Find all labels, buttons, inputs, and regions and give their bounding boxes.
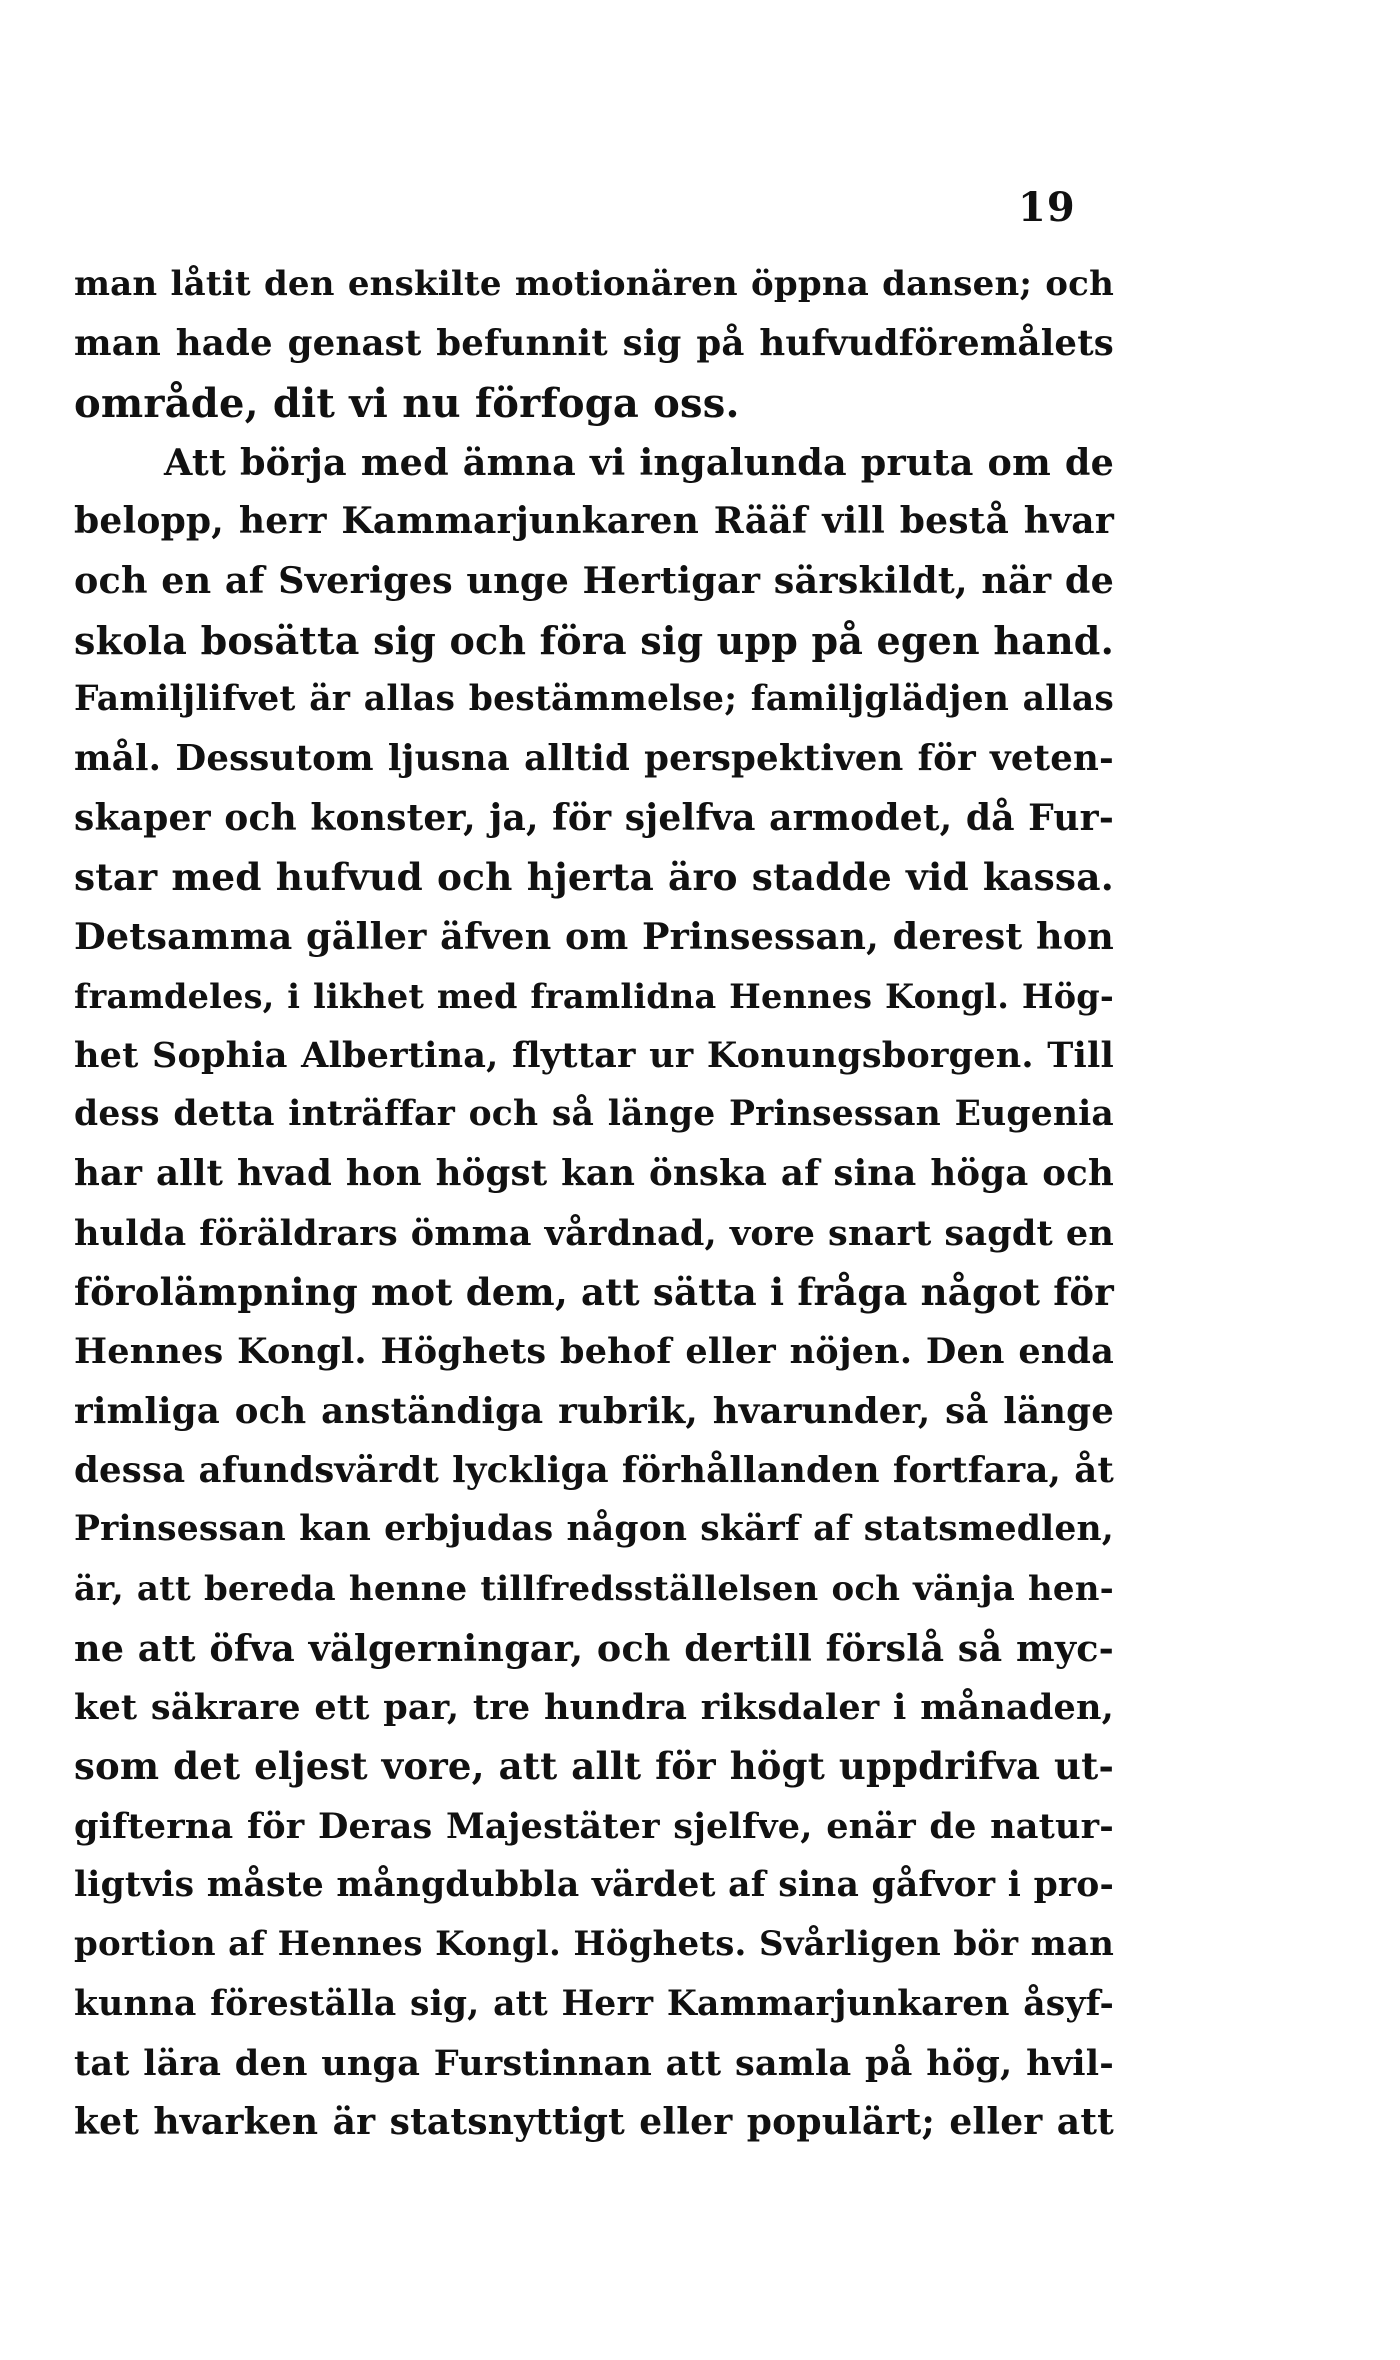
text-line: som det eljest vore, att allt för högt uppdrifva ut-	[74, 1744, 1114, 1789]
text-line: Hennes Kongl. Höghets behof eller nöjen. Den enda	[74, 1331, 1114, 1373]
text-line: Att börja med ämna vi ingalunda pruta om de	[164, 440, 1114, 484]
text-line: portion af Hennes Kongl. Höghets. Svårligen bör man	[74, 1924, 1114, 1965]
text-line: dessa afundsvärdt lyckliga förhållanden fortfara, åt	[74, 1449, 1114, 1491]
text-line: man låtit den enskilte motionären öppna dansen; och	[74, 264, 1114, 304]
text-line: gifterna för Deras Majestäter sjelfve, enär de natur-	[74, 1805, 1114, 1847]
text-line: ligtvis måste mångdubbla värdet af sina gåfvor i pro-	[74, 1865, 1114, 1906]
text-line: rimliga och anständiga rubrik, hvarunder, så länge	[74, 1390, 1114, 1432]
text-line: framdeles, i likhet med framlidna Hennes Kongl. Hög-	[74, 976, 1114, 1016]
text-line: förolämpning mot dem, att sätta i fråga något för	[74, 1270, 1114, 1315]
text-line: man hade genast befunnit sig på hufvudföremålets	[74, 323, 1114, 365]
text-line: mål. Dessutom ljusna alltid perspektiven för veten-	[74, 738, 1114, 780]
text-line: är, att bereda henne tillfredsställelsen och vänja hen-	[74, 1568, 1114, 1609]
text-line: Detsamma gäller äfven om Prinsessan, derest hon	[74, 915, 1114, 959]
text-line: och en af Sveriges unge Hertigar särskildt, när de	[74, 559, 1114, 603]
text-line: Prinsessan kan erbjudas någon skärf af statsmedlen,	[74, 1509, 1114, 1550]
body-text	[74, 255, 1114, 2153]
text-line: skola bosätta sig och föra sig upp på egen hand.	[74, 617, 1114, 663]
text-line: Familjlifvet är allas bestämmelse; familjglädjen allas	[74, 679, 1114, 720]
text-line: star med hufvud och hjerta äro stadde vid kassa.	[74, 854, 1114, 899]
text-line: dess detta inträffar och så länge Prinsessan Eugenia	[74, 1094, 1114, 1135]
text-line: ket hvarken är statsnyttigt eller populärt; eller att	[74, 2101, 1114, 2144]
text-line: kunna föreställa sig, att Herr Kammarjunkaren åsyf-	[74, 1983, 1114, 2024]
text-line: het Sophia Albertina, flyttar ur Konungsborgen. Till	[74, 1034, 1114, 1076]
text-line: skaper och konster, ja, för sjelfva armodet, då Fur-	[74, 796, 1114, 839]
page-number: 19	[1018, 184, 1076, 231]
text-line: tat lära den unga Furstinnan att samla på hög, hvil-	[74, 2042, 1114, 2084]
text-line: område, dit vi nu förfoga oss.	[74, 379, 740, 427]
text-line: har allt hvad hon högst kan önska af sina höga och	[74, 1153, 1114, 1195]
text-line: hulda föräldrars ömma vårdnad, vore snart sagdt en	[74, 1212, 1114, 1254]
text-line: ne att öfva välgerningar, och dertill förslå så myc-	[74, 1626, 1114, 1670]
text-line: belopp, herr Kammarjunkaren Rääf vill bestå hvar	[74, 500, 1114, 543]
text-line: ket säkrare ett par, tre hundra riksdaler i månaden,	[74, 1687, 1114, 1729]
